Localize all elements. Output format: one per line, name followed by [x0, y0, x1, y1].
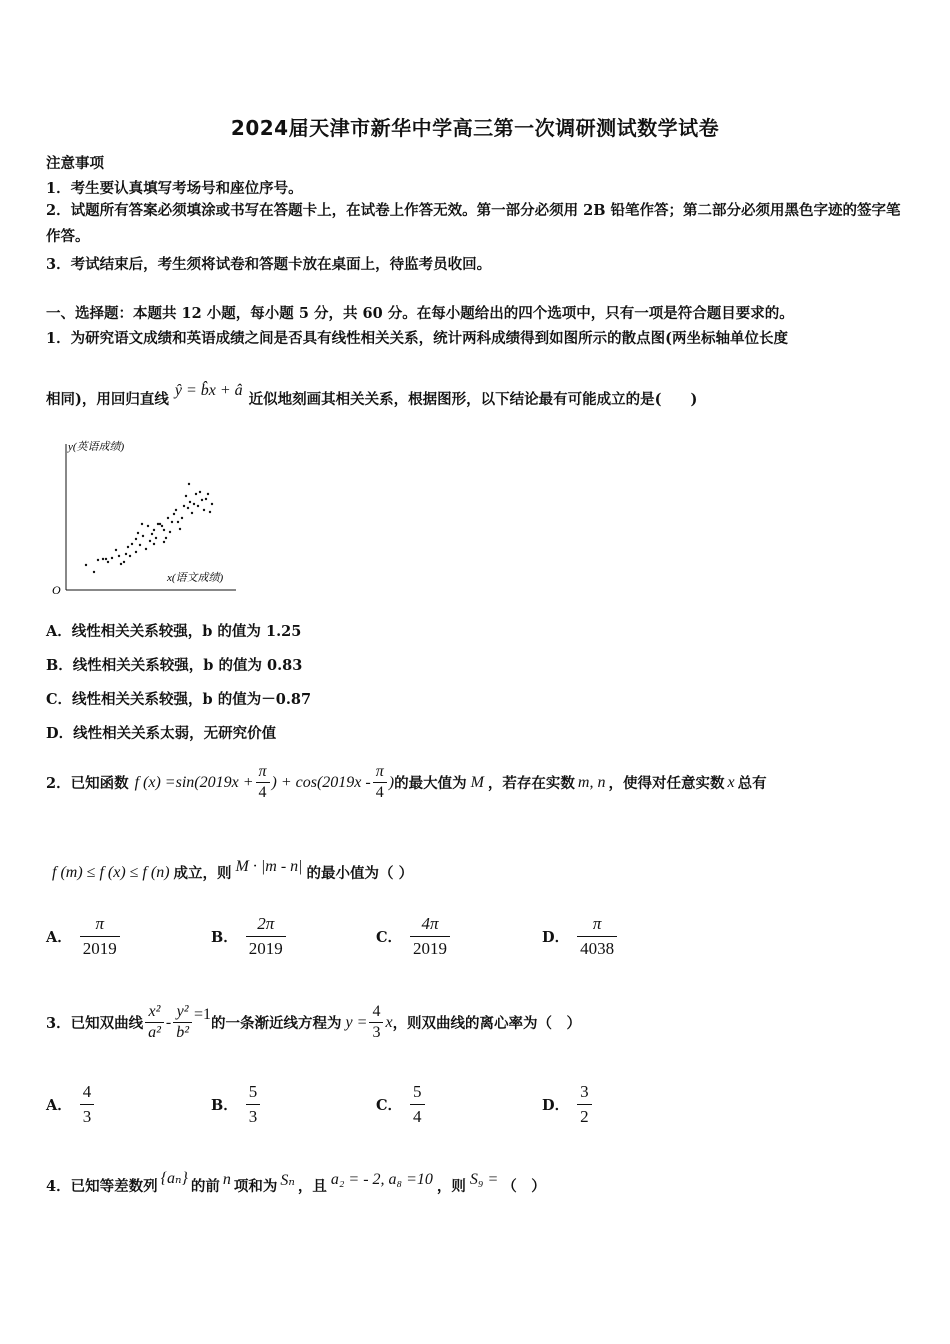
- q4-seq: {aₙ}: [160, 1169, 188, 1187]
- q2-f-expr-b: ) + cos(2019x -: [271, 773, 371, 791]
- q2-mid1: 的最大值为: [394, 775, 467, 792]
- q3-frac-x2-a2: [145, 1002, 164, 1043]
- scatter-point: [163, 529, 165, 531]
- scatter-point: [161, 525, 163, 527]
- y-axis-label: y(英语成绩): [68, 441, 125, 453]
- scatter-point: [93, 571, 95, 573]
- scatter-point: [185, 495, 187, 497]
- scatter-point: [181, 517, 183, 519]
- scatter-point: [131, 543, 133, 545]
- q2-l2b: 的最小值为（ ）: [306, 865, 414, 882]
- q4-t5: （ ）: [502, 1178, 546, 1195]
- q3-option-c-den: 4: [410, 1104, 425, 1129]
- q4-prefix: 4．已知等差数列: [46, 1178, 158, 1195]
- q2-option-c-label: C．: [376, 929, 403, 946]
- q2-option-d: [542, 912, 619, 961]
- q4-t4: ，则: [436, 1178, 466, 1195]
- q3-option-b-den: 3: [246, 1104, 261, 1129]
- q3-prefix: 3．已知双曲线: [46, 1015, 144, 1032]
- q2-mid3: ，使得对任意实数: [608, 775, 725, 792]
- scatter-point: [188, 483, 190, 485]
- q3-option-b-label: B．: [211, 1097, 238, 1114]
- q2-option-d-label: D．: [542, 929, 570, 946]
- scatter-point: [197, 505, 199, 507]
- q2-mid4: 总有: [737, 775, 767, 792]
- scatter-point: [123, 561, 125, 563]
- q3-y-eq: y =: [345, 1013, 368, 1031]
- q2-frac-pi-4-b: [373, 762, 387, 803]
- scatter-point: [137, 532, 139, 534]
- q2-option-a-frac: [80, 912, 120, 961]
- scatter-point: [173, 513, 175, 515]
- q3-frac-num: 4: [372, 1003, 381, 1020]
- scatter-point: [167, 517, 169, 519]
- q2-mn: m, n: [577, 773, 606, 791]
- scatter-point: [115, 549, 117, 551]
- scatter-point: [203, 509, 205, 511]
- q3-option-b: [211, 1080, 262, 1129]
- scatter-point: [151, 533, 153, 535]
- notes-heading: 注意事项: [46, 155, 104, 172]
- scatter-point: [135, 538, 137, 540]
- q3-frac-y2-b2: [173, 1002, 192, 1043]
- scatter-point: [207, 493, 209, 495]
- q2-option-b-num: 2π: [257, 914, 275, 933]
- q2-prefix: 2．已知函数: [46, 775, 129, 792]
- q2-frac-b-num: π: [375, 763, 384, 780]
- q2-option-c-frac: [410, 912, 450, 961]
- q2-mid2: ，若存在实数: [487, 775, 575, 792]
- scatter-point: [205, 498, 207, 500]
- scatter-point: [120, 563, 122, 565]
- notes-item-2: 2．试题所有答案必须填涂或书写在答题卡上，在试卷上作答无效。第一部分必须用 2B 铅笔作答；第二部分必须用黑色字迹的签字笔作答。: [46, 202, 901, 245]
- q2-f-expr-c: ): [388, 773, 395, 791]
- q3-y2: y²: [176, 1003, 189, 1020]
- q2-frac-a-num: π: [258, 763, 267, 780]
- q3-minus: -: [165, 1013, 172, 1031]
- q1-line2: [46, 381, 698, 409]
- scatter-point: [199, 491, 201, 493]
- q2-frac-b-den: 4: [373, 782, 387, 803]
- scatter-point: [193, 503, 195, 505]
- q3-suffix: ，则双曲线的离心率为（ ）: [392, 1015, 582, 1032]
- q4-S9: S₉ =: [469, 1170, 499, 1188]
- q1-option-a: A．线性相关关系较强，b 的值为 1.25: [46, 623, 302, 640]
- scatter-point: [169, 531, 171, 533]
- scatter-point: [153, 529, 155, 531]
- q3-b2: b²: [173, 1022, 192, 1043]
- q2-line1: [46, 762, 767, 803]
- scatter-point: [155, 537, 157, 539]
- q3-option-a-den: 3: [80, 1104, 95, 1129]
- scatter-point: [201, 499, 203, 501]
- scatter-point: [149, 540, 151, 542]
- q3-option-c-frac: [410, 1080, 425, 1129]
- q4-t3: ，且: [297, 1178, 327, 1195]
- scatter-point: [105, 558, 107, 560]
- notes-item-1: 1．考生要认真填写考场号和座位序号。: [46, 180, 303, 197]
- q2-option-b: [211, 912, 288, 961]
- q3-frac-4-3: [369, 1002, 383, 1043]
- q2-option-d-frac: [577, 912, 617, 961]
- q2-option-a-label: A．: [46, 929, 72, 946]
- q4-condition: a₂ = - 2, a₈ =10: [330, 1170, 433, 1188]
- q3-option-c-num: 5: [413, 1082, 422, 1101]
- scatter-point: [177, 521, 179, 523]
- q1-option-c: C．线性相关关系较强，b 的值为－0.87: [46, 691, 312, 708]
- q1-scatter-plot: [46, 434, 246, 598]
- q2-M: M: [470, 773, 484, 791]
- scatter-point: [127, 546, 129, 548]
- q2-option-d-num: π: [592, 914, 602, 933]
- q3-eq1: =1: [194, 1005, 212, 1023]
- scatter-point: [142, 535, 144, 537]
- scatter-point: [85, 564, 87, 566]
- scatter-point: [187, 507, 189, 509]
- q4-Sn: Sₙ: [280, 1171, 295, 1189]
- scatter-point: [165, 537, 167, 539]
- q2-f-expr-a: f (x) =sin(2019x +: [134, 773, 254, 791]
- q2-line2: [46, 857, 414, 883]
- q2-option-c-num: 4π: [421, 914, 439, 933]
- q1-option-b: B．线性相关关系较强，b 的值为 0.83: [46, 657, 303, 674]
- q3-option-b-num: 5: [248, 1082, 258, 1101]
- q2-x: x: [727, 773, 735, 791]
- q2-option-a-den: 2019: [80, 936, 120, 961]
- q4-t1: 的前: [190, 1178, 220, 1195]
- q3-option-a: [46, 1080, 96, 1129]
- scatter-point: [191, 512, 193, 514]
- scatter-point: [209, 511, 211, 513]
- q2-option-b-label: B．: [211, 929, 238, 946]
- q2-option-a: [46, 912, 122, 961]
- q4-line: [46, 1169, 546, 1196]
- q3-option-c-label: C．: [376, 1097, 403, 1114]
- q3-option-d: [542, 1080, 594, 1129]
- page-title: 2024届天津市新华中学高三第一次调研测试数学试卷: [230, 116, 720, 140]
- q2-option-b-den: 2019: [246, 936, 286, 961]
- q4-n: n: [222, 1170, 231, 1188]
- q3-xvar: x: [385, 1013, 393, 1031]
- q1-line2-pre: 相同)，用回归直线: [46, 391, 169, 408]
- q3-option-a-num: 4: [82, 1082, 92, 1101]
- q2-l2a: 成立，则: [173, 865, 232, 882]
- q2-frac-a-den: 4: [256, 782, 270, 803]
- scatter-point: [211, 503, 213, 505]
- q1-line1: 1．为研究语文成绩和英语成绩之间是否具有线性相关关系，统计两科成绩得到如图所示的散点图(两坐标轴单位长度: [46, 330, 788, 347]
- q2-frac-pi-4-a: [256, 762, 270, 803]
- q3-option-c: [376, 1080, 427, 1129]
- scatter-point: [107, 561, 109, 563]
- scatter-points: [85, 483, 213, 573]
- scatter-point: [163, 541, 165, 543]
- scatter-point: [195, 493, 197, 495]
- q3-option-d-num: 3: [580, 1082, 589, 1101]
- scatter-point: [118, 555, 120, 557]
- scatter-point: [159, 523, 161, 525]
- q1-option-d: D．线性相关关系太弱，无研究价值: [46, 725, 277, 742]
- q4-t2: 项和为: [233, 1178, 278, 1195]
- q3-option-d-den: 2: [577, 1104, 592, 1129]
- q2-option-a-num: π: [95, 914, 105, 933]
- q3-option-b-frac: [246, 1080, 261, 1129]
- scatter-point: [153, 543, 155, 545]
- q2-option-c: [376, 912, 452, 961]
- q1-line2-post: 近似地刻画其相关关系，根据图形，以下结论最有可能成立的是( ): [248, 391, 698, 408]
- section-heading: 一、选择题：本题共 12 小题，每小题 5 分，共 60 分。在每小题给出的四个选项中，只有一项是符合题目要求的。: [46, 305, 794, 322]
- q3-option-d-frac: [577, 1080, 592, 1129]
- scatter-point: [111, 557, 113, 559]
- q2-option-b-frac: [246, 912, 286, 961]
- scatter-point: [189, 501, 191, 503]
- q3-mid: 的一条渐近线方程为: [211, 1015, 342, 1032]
- scatter-point: [171, 521, 173, 523]
- scatter-point: [125, 553, 127, 555]
- scatter-point: [175, 509, 177, 511]
- q3-a2: a²: [145, 1022, 164, 1043]
- q2-option-c-den: 2019: [410, 936, 450, 961]
- q2-option-d-den: 4038: [577, 936, 617, 961]
- q3-x2: x²: [148, 1003, 161, 1020]
- scatter-point: [139, 544, 141, 546]
- q3-line: [46, 1002, 581, 1043]
- q3-option-a-label: A．: [46, 1097, 72, 1114]
- scatter-point: [135, 551, 137, 553]
- x-axis-label: x(语文成绩): [167, 572, 224, 584]
- scatter-point: [97, 559, 99, 561]
- q3-option-d-label: D．: [542, 1097, 570, 1114]
- scatter-point: [147, 525, 149, 527]
- notes-item-3: 3．考试结束后，考生须将试卷和答题卡放在桌面上，待监考员收回。: [46, 256, 492, 273]
- q2-expr: M · |m - n|: [235, 857, 303, 875]
- scatter-point: [102, 558, 104, 560]
- q2-ineq: f (m) ≤ f (x) ≤ f (n): [52, 863, 170, 881]
- q1-regression-formula: ŷ = b̂x + â: [174, 381, 243, 399]
- origin-label: O: [52, 583, 61, 597]
- scatter-point: [141, 523, 143, 525]
- scatter-point: [129, 555, 131, 557]
- scatter-point: [179, 528, 181, 530]
- scatter-point: [145, 548, 147, 550]
- q3-option-a-frac: [80, 1080, 95, 1129]
- q3-frac-den: 3: [369, 1022, 383, 1043]
- scatter-point: [183, 505, 185, 507]
